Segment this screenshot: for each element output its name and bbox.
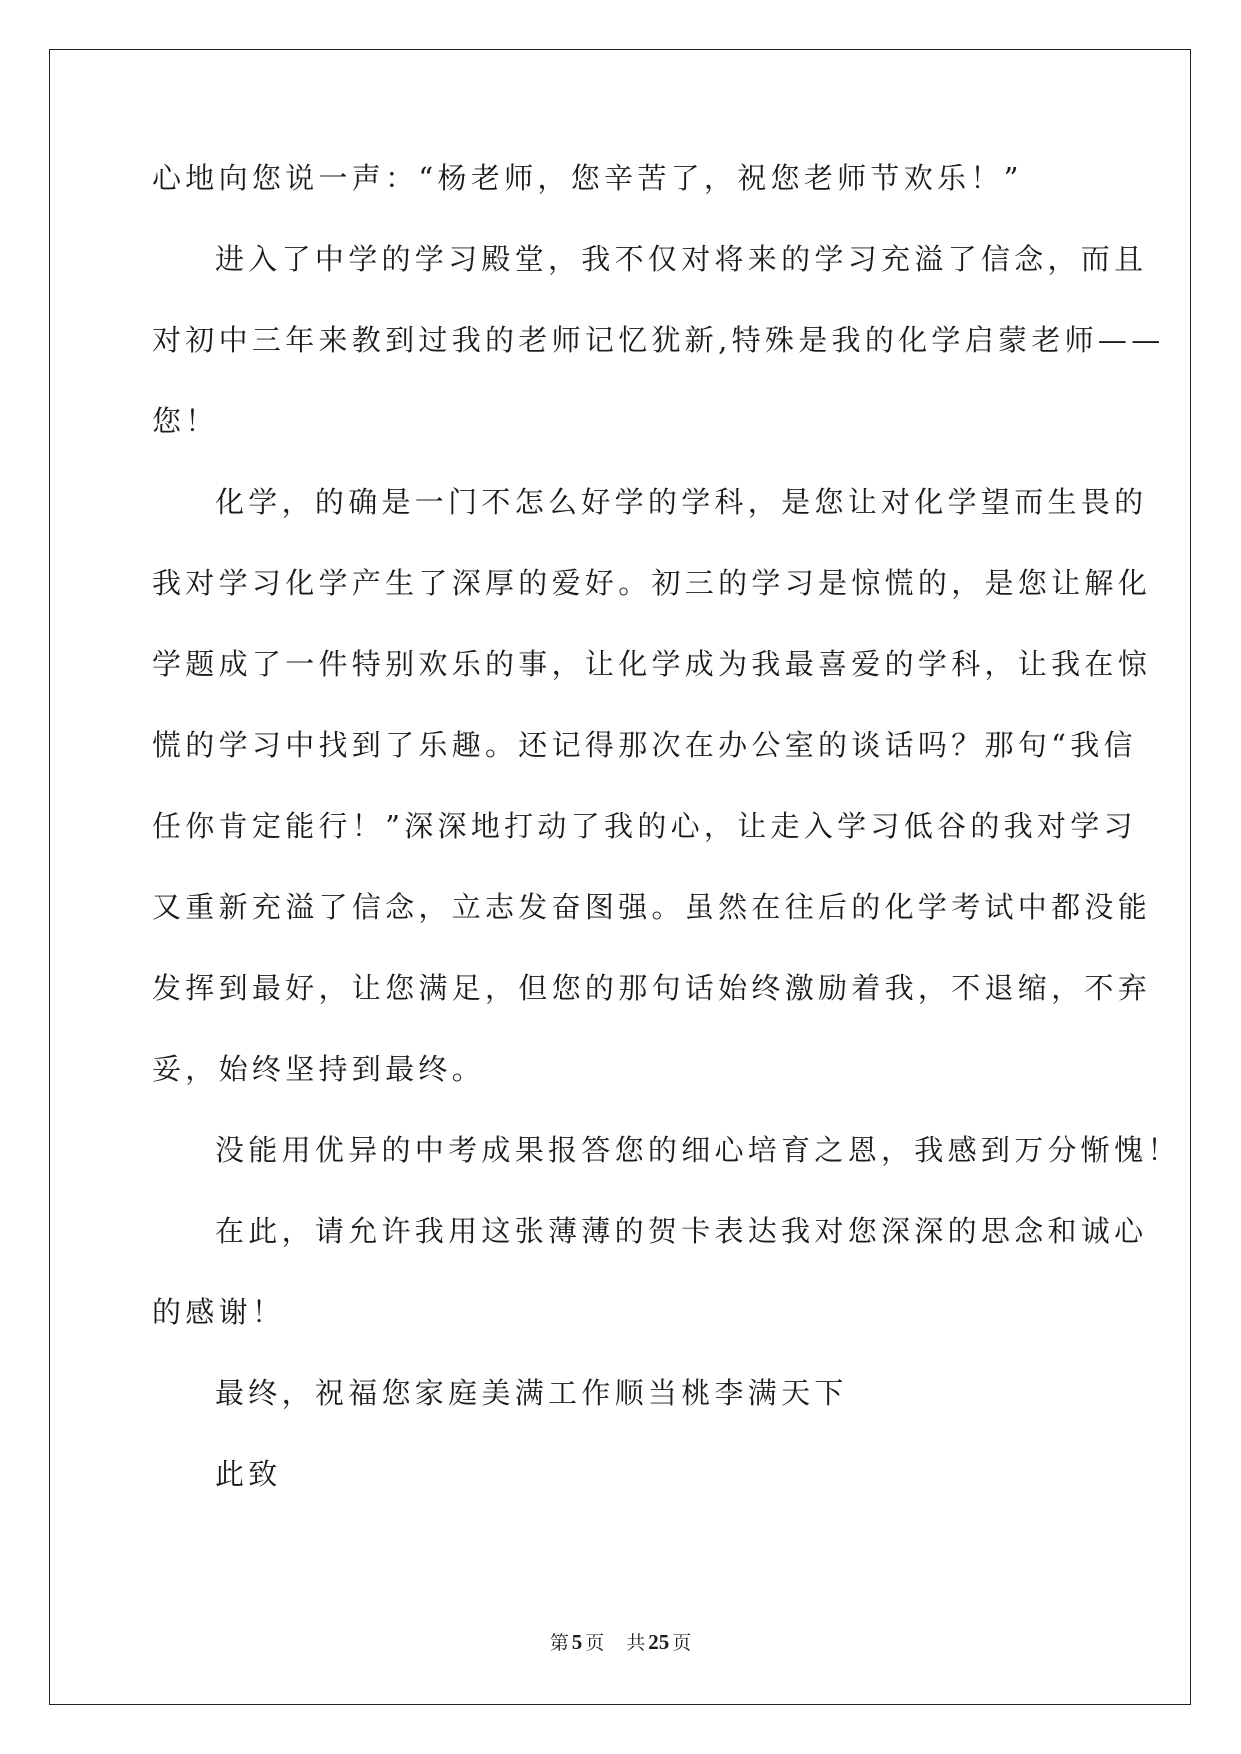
text-line-17: 此致 xyxy=(215,1457,282,1491)
text-line-4: 您！ xyxy=(152,404,219,438)
text-line-9: 任你肯定能行！”深深地打动了我的心，让走入学习低谷的我对学习 xyxy=(152,809,1137,843)
text-line-2: 进入了中学的学习殿堂，我不仅对将来的学习充溢了信念，而且 xyxy=(215,242,1148,276)
text-line-15: 的感谢！ xyxy=(152,1295,286,1329)
page-footer xyxy=(0,1630,1241,1655)
text-line-5: 化学，的确是一门不怎么好学的学科，是您让对化学望而生畏的 xyxy=(215,485,1148,519)
total-pages: 25 xyxy=(648,1630,670,1654)
document-body xyxy=(152,158,1181,1535)
text-line-11: 发挥到最好，让您满足，但您的那句话始终激励着我，不退缩，不弃 xyxy=(152,971,1152,1005)
text-line-6: 我对学习化学产生了深厚的爱好。初三的学习是惊慌的，是您让解化 xyxy=(152,566,1152,600)
text-line-12: 妥，始终坚持到最终。 xyxy=(152,1052,486,1086)
text-line-8: 慌的学习中找到了乐趣。还记得那次在办公室的谈话吗？那句“我信 xyxy=(152,728,1137,762)
page-suffix: 页 xyxy=(585,1632,605,1654)
text-line-3: 对初中三年来教到过我的老师记忆犹新,特殊是我的化学启蒙老师—— xyxy=(152,323,1165,357)
total-prefix: 共 xyxy=(626,1632,646,1654)
text-line-14: 在此，请允许我用这张薄薄的贺卡表达我对您深深的思念和诚心 xyxy=(215,1214,1148,1248)
page-number: 5 xyxy=(571,1630,583,1654)
page-prefix: 第 xyxy=(549,1632,569,1654)
text-line-1: 心地向您说一声：“杨老师，您辛苦了，祝您老师节欢乐！” xyxy=(152,161,1023,195)
text-line-10: 又重新充溢了信念，立志发奋图强。虽然在往后的化学考试中都没能 xyxy=(152,890,1152,924)
total-suffix: 页 xyxy=(672,1632,692,1654)
text-line-16: 最终，祝福您家庭美满工作顺当桃李满天下 xyxy=(215,1376,848,1410)
text-line-7: 学题成了一件特别欢乐的事，让化学成为我最喜爱的学科，让我在惊 xyxy=(152,647,1152,681)
text-line-13: 没能用优异的中考成果报答您的细心培育之恩，我感到万分惭愧！ xyxy=(215,1133,1181,1167)
